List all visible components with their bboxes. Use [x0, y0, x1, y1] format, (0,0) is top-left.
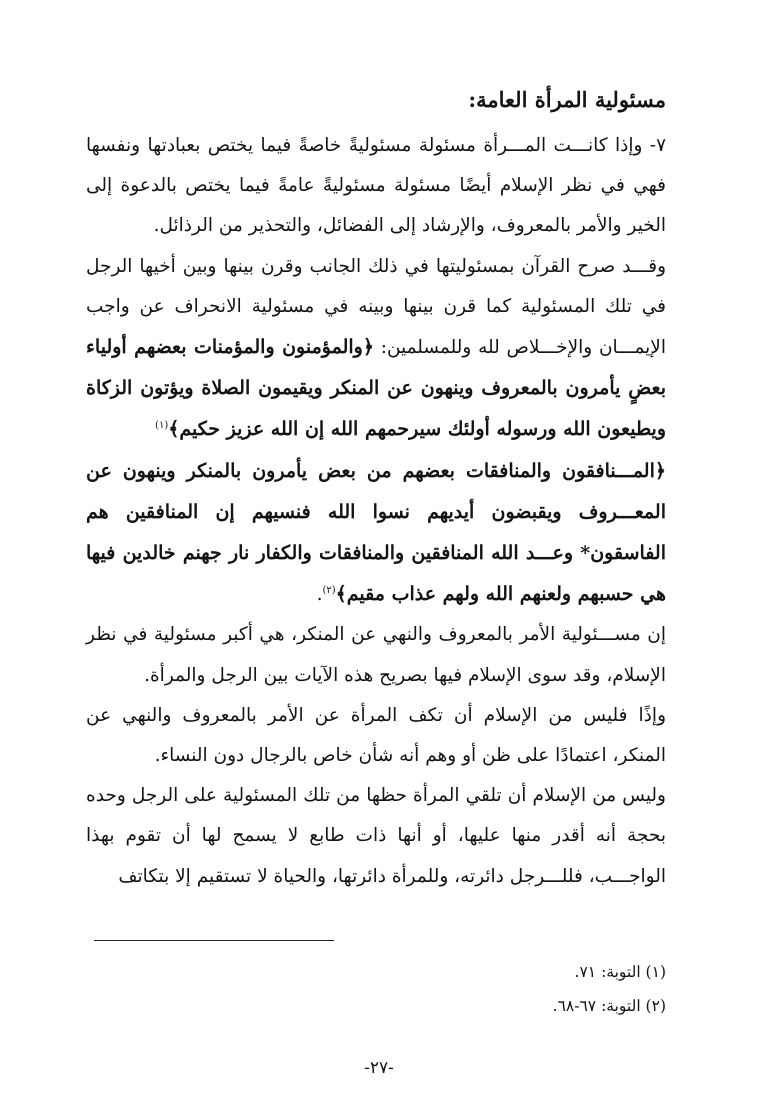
footnote-1: (١) التوبة: ٧١.: [574, 963, 666, 981]
paragraph-3-tail: .: [316, 584, 323, 606]
footnotes: [86, 955, 666, 1023]
paragraph-6: وليس من الإسلام أن تلقي المرأة حظها من تلك المسئولية على الرجل وحده بحجة أنه أقدر منها عليها، أو أنها ذات طابع لا يسمح لها أن تقوم بهذا الواجـــب، فللـــرجل دائرته، وللمرأة دائرتها، والحياة لا تستقيم إلا بتكاتف: [86, 785, 666, 887]
paragraph-5: وإذًا فليس من الإسلام أن تكف المرأة عن الأمر بالمعروف والنهي عن المنكر، اعتمادًا على ظن أو وهم أنه شأن خاص بالرجال دون النساء.: [86, 704, 666, 767]
footnote-divider: [94, 940, 334, 941]
section-heading: مسئولية المرأة العامة:: [468, 87, 666, 112]
footnote-ref-1: (١): [155, 420, 169, 432]
quran-verse-1: ﴿والمؤمنون والمؤمنات بعضهم أولياء بعضٍ يأمرون بالمعروف وينهون عن المنكر ويقيمون الصلاة ويؤتون الزكاة ويطيعون الله ورسوله أولئك سيرحمهم الله إن الله عزيز حكيم﴾: [86, 336, 666, 441]
footnote-2: (٢) التوبة: ٦٧-٦٨.: [552, 997, 666, 1015]
paragraph-2-intro: وقـــد صرح القرآن بمسئوليتها في ذلك الجانب وقرن بينها وبين أخيها الرجل في تلك المسئولية كما قرن بينها وبينه في مسئولية الانحراف عن واجب الإيمـــان والإخـــلاص لله وللمسلمين:: [86, 255, 666, 359]
quran-verse-2: ﴿المـــنافقون والمنافقات بعضهم من بعض يأمرون بالمنكر وينهون عن المعـــروف ويقبضون أيديهم نسوا الله فنسيهم إن المنافقين هم الفاسقون* وعـــد الله المنافقين والمنافقات والكفار نار جهنم خالدين فيها هي حسبهم ولعنهم الله ولهم عذاب مقيم﴾: [86, 459, 666, 606]
paragraph-4: إن مســـئولية الأمر بالمعروف والنهي عن المنكر، هي أكبر مسئولية في نظر الإسلام، وقد سوى الإسلام فيها بصريح هذه الآيات بين الرجل والمرأة.: [86, 624, 666, 686]
paragraph-3: [86, 451, 666, 616]
paragraph-1: ٧- وإذا كانـــت المـــرأة مسئولة مسئوليةً خاصةً فيما يختص بعبادتها ونفسها فهي في نظر الإسلام أيضًا مسئولة مسئوليةً عامةً فيما يختص بالدعوة إلى الخير والأمر بالمعروف، والإرشاد إلى الفضائل، والتحذير من الرذائل.: [86, 135, 666, 237]
page-number: -٢٧-: [364, 1058, 394, 1078]
paragraph-2: [86, 247, 666, 451]
footnote-ref-2: (٢): [322, 585, 336, 597]
body-text: [86, 126, 666, 897]
